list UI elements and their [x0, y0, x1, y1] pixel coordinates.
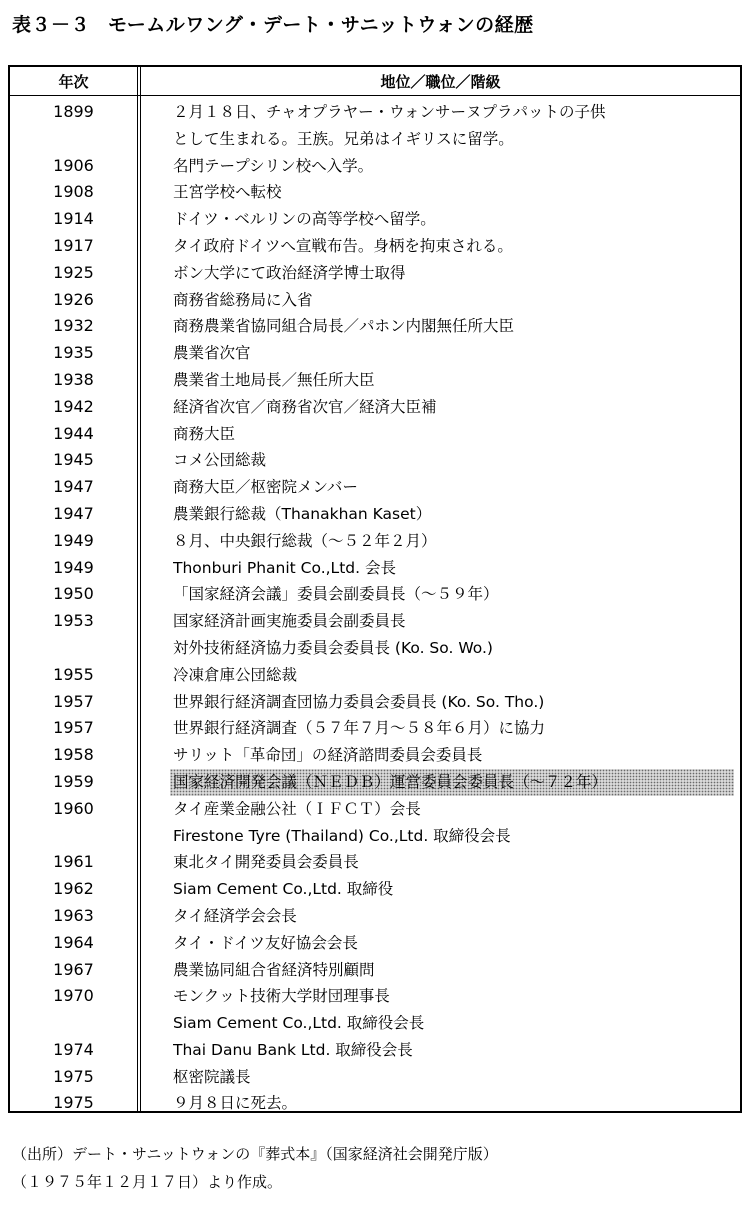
year-cell: 1945 — [53, 450, 94, 470]
position-cell: 世界銀行経済調査団協力委員会委員長 (Ko. So. Tho.) — [173, 692, 545, 711]
position-cell: 王宮学校へ転校 — [173, 183, 282, 202]
table-row — [10, 367, 740, 394]
year-cell: 1947 — [53, 503, 94, 523]
year-cell: 1899 — [53, 102, 94, 121]
year-cell: 1974 — [53, 1039, 94, 1059]
table-number: 表３－３ — [12, 14, 91, 36]
table-row — [10, 823, 740, 850]
table-row — [10, 233, 740, 260]
table-row — [10, 447, 740, 474]
year-cell: 1975 — [53, 1093, 94, 1113]
table-row — [10, 876, 740, 903]
position-cell: ２月１８日、チャオプラヤー・ウォンサーヌプラパットの子供 — [173, 103, 606, 121]
source-line-1: （出所）デート・サニットウォンの『葬式本』（国家経済社会開発庁版） — [12, 1145, 498, 1163]
table-row — [10, 99, 740, 126]
table-row — [10, 957, 740, 984]
position-cell: 冷凍倉庫公団総裁 — [173, 665, 298, 684]
position-cell: 世界銀行経済調査（５７年７月～５８年６月）に協力 — [173, 719, 546, 738]
position-cell: 「国家経済会議」委員会副委員長（～５９年） — [173, 585, 499, 604]
position-cell: Thai Danu Bank Ltd. 取締役会長 — [173, 1040, 413, 1059]
position-cell: として生まれる。王族。兄弟はイギリスに留学。 — [173, 129, 514, 148]
table-row — [10, 769, 740, 796]
year-cell: 1967 — [53, 959, 94, 979]
year-cell: 1942 — [53, 396, 94, 416]
position-cell: タイ政府ドイツへ宣戦布告。身柄を拘束される。 — [173, 236, 513, 255]
position-cell: 東北タイ開発委員会委員長 — [173, 853, 359, 872]
position-cell: Firestone Tyre (Thailand) Co.,Ltd. 取締役会長 — [173, 826, 511, 845]
table-row — [10, 581, 740, 608]
position-cell: サリット「革命団」の経済諮問委員会委員長 — [173, 746, 483, 765]
year-cell: 1950 — [53, 584, 94, 604]
year-cell: 1958 — [53, 745, 94, 765]
year-cell: 1947 — [53, 477, 94, 497]
table-row — [10, 796, 740, 823]
year-cell: 1908 — [53, 182, 94, 202]
table-row — [10, 528, 740, 555]
source-note — [12, 1140, 498, 1196]
position-cell: 農業銀行総裁（Thanakhan Kaset） — [173, 504, 432, 523]
table-row — [10, 849, 740, 876]
year-cell: 1944 — [53, 423, 94, 443]
table-row — [10, 635, 740, 662]
table-row — [10, 394, 740, 421]
year-cell: 1960 — [53, 798, 94, 818]
position-cell: コメ公団総裁 — [173, 451, 267, 470]
year-cell: 1925 — [53, 262, 94, 282]
year-cell: 1955 — [53, 664, 94, 684]
table-row — [10, 126, 740, 153]
year-cell: 1906 — [53, 155, 94, 175]
year-cell: 1914 — [53, 209, 94, 229]
year-cell: 1949 — [53, 557, 94, 577]
position-cell: 対外技術経済協力委員会委員長 (Ko. So. Wo.) — [173, 638, 493, 657]
year-cell: 1964 — [53, 932, 94, 952]
table-row — [10, 983, 740, 1010]
table-row — [10, 501, 740, 528]
table-row — [10, 1010, 740, 1037]
table-row — [10, 903, 740, 930]
year-cell: 1962 — [53, 879, 94, 899]
table-row — [10, 608, 740, 635]
header-position: 地位／職位／階級 — [380, 73, 501, 91]
position-cell: 商務大臣 — [173, 424, 236, 443]
header-year: 年次 — [58, 73, 89, 91]
table-row — [10, 715, 740, 742]
table-row — [10, 930, 740, 957]
position-cell: タイ経済学会会長 — [173, 906, 297, 925]
position-cell: タイ・ドイツ友好協会会長 — [173, 933, 358, 952]
position-cell: 農業省次官 — [173, 344, 251, 363]
position-cell: Thonburi Phanit Co.,Ltd. 会長 — [173, 558, 396, 577]
position-cell: ボン大学にて政治経済学博士取得 — [173, 263, 406, 282]
position-cell: 商務農業省協同組合局長／パホン内閣無任所大臣 — [173, 317, 515, 336]
table-row — [10, 340, 740, 367]
position-cell: ８月、中央銀行総裁（～５２年２月） — [173, 531, 437, 550]
year-cell: 1949 — [53, 530, 94, 550]
position-cell: モンクット技術大学財団理事長 — [173, 987, 390, 1006]
position-cell: 商務大臣／枢密院メンバー — [173, 478, 358, 497]
year-cell: 1957 — [53, 718, 94, 738]
year-cell: 1963 — [53, 905, 94, 925]
table-row — [10, 689, 740, 716]
table-row — [10, 1064, 740, 1091]
position-cell: 国家経済計画実施委員会副委員長 — [173, 612, 406, 631]
year-cell: 1970 — [53, 986, 94, 1006]
position-cell: ９月８日に死去。 — [173, 1094, 298, 1113]
year-cell: 1932 — [53, 316, 94, 336]
position-cell: 農業協同組合省経済特別顧問 — [173, 960, 375, 979]
position-cell: 商務省総務局に入省 — [173, 290, 313, 309]
year-cell: 1926 — [53, 289, 94, 309]
table-row — [10, 421, 740, 448]
table-row — [10, 1037, 740, 1064]
table-row — [10, 153, 740, 180]
position-cell: 農業省土地局長／無任所大臣 — [173, 370, 375, 389]
year-cell: 1961 — [53, 852, 94, 872]
header-divider — [10, 95, 740, 96]
table-body — [10, 99, 740, 1117]
position-cell: 国家経済開発会議（ＮＥＤＢ）運営委員会委員長（～７２年） — [170, 769, 734, 796]
table-row — [10, 1090, 740, 1117]
table-row — [10, 555, 740, 582]
table-row — [10, 260, 740, 287]
table-row — [10, 662, 740, 689]
career-table — [8, 65, 742, 1113]
year-cell: 1957 — [53, 691, 94, 711]
year-cell: 1975 — [53, 1066, 94, 1086]
position-cell: 経済省次官／商務省次官／経済大臣補 — [173, 397, 437, 416]
year-cell: 1917 — [53, 235, 94, 255]
position-cell: ドイツ・ベルリンの高等学校へ留学。 — [173, 210, 436, 229]
year-cell: 1959 — [53, 771, 94, 791]
table-row — [10, 742, 740, 769]
table-row — [10, 313, 740, 340]
table-title — [12, 10, 534, 37]
position-cell: 枢密院議長 — [173, 1067, 251, 1086]
source-line-2: （１９７５年１２月１７日）より作成。 — [12, 1173, 283, 1191]
position-cell: 名門テープシリン校へ入学。 — [173, 156, 374, 175]
year-cell: 1953 — [53, 611, 94, 631]
table-row — [10, 179, 740, 206]
year-cell: 1935 — [53, 343, 94, 363]
position-cell: Siam Cement Co.,Ltd. 取締役会長 — [173, 1014, 425, 1033]
year-cell: 1938 — [53, 369, 94, 389]
table-row — [10, 287, 740, 314]
table-row — [10, 474, 740, 501]
table-row — [10, 206, 740, 233]
position-cell: Siam Cement Co.,Ltd. 取締役 — [173, 880, 394, 899]
position-cell: タイ産業金融公社（ＩＦＣＴ）会長 — [173, 799, 421, 818]
table-title-text: モームルワング・デート・サニットウォンの経歴 — [108, 14, 534, 36]
